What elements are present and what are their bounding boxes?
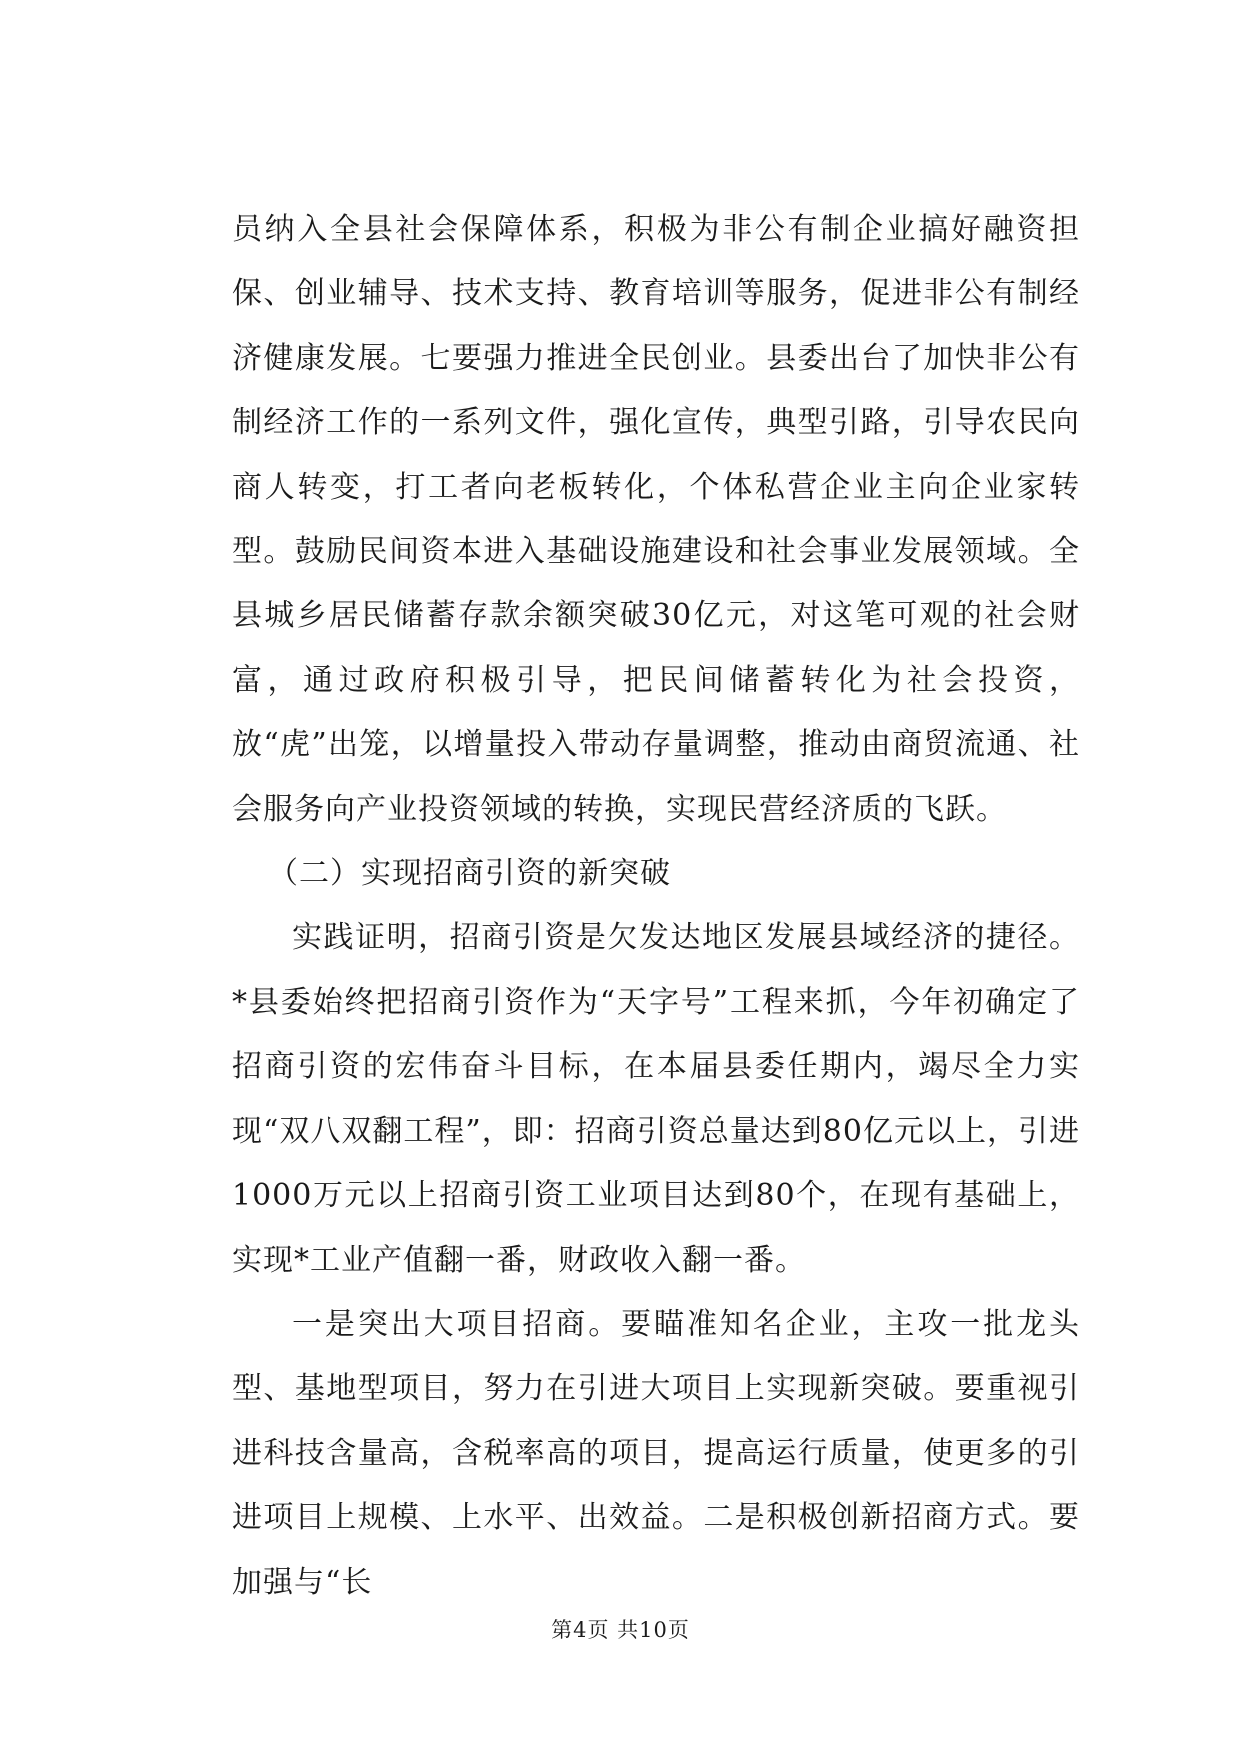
paragraph-investment-methods: 一是突出大项目招商。要瞄准知名企业，主攻一批龙头型、基地型项目，努力在引进大项目上实现新突破。要重视引进科技含量高，含税率高的项目，提高运行质量，使更多的引进项目上规模、上水平、出效益。二是积极创新招商方式。要加强与“长 [232,1306,1080,1600]
page-footer: 第4页 共10页 [551,1618,690,1642]
paragraph-continuation: 员纳入全县社会保障体系，积极为非公有制企业搞好融资担保、创业辅导、技术支持、教育培训等服务，促进非公有制经济健康发展。七要强力推进全民创业。县委出台了加快非公有制经济工作的一系列文件，强化宣传，典型引路，引导农民向商人转变，打工者向老板转化，个体私营企业主向企业家转型。鼓励民间资本进入基础设施建设和社会事业发展领域。全县城乡居民储蓄存款余额突破30亿元，对这笔可观的社会财富，通过政府积极引导，把民间储蓄转化为社会投资，放“虎”出笼，以增量投入带动存量调整，推动由商贸流通、社会服务向产业投资领域的转换，实现民营经济质的飞跃。 [232,212,1080,827]
document-body [232,198,1080,1615]
section-heading: （二）实现招商引资的新突破 [268,856,671,892]
paragraph-investment-proof: 实践证明，招商引资是欠发达地区发展县域经济的捷径。*县委始终把招商引资作为“天字号”工程来抓，今年初确定了招商引资的宏伟奋斗目标，在本届县委任期内，竭尽全力实现“双八双翻工程”，即：招商引资总量达到80亿元以上，引进1000万元以上招商引资工业项目达到80个，在现有基础上，实现*工业产值翻一番，财政收入翻一番。 [232,920,1080,1278]
